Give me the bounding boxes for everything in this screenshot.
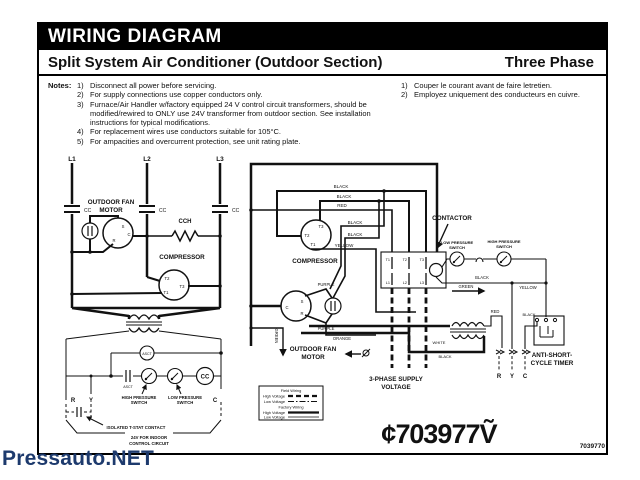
hp-label-right-2: SWITCH <box>496 244 512 249</box>
legend-field-wiring: Field Wiring <box>280 388 302 393</box>
right-terminal-r: R <box>496 374 502 380</box>
fan-capacitor-symbol <box>82 223 98 239</box>
field-terminal-y: Y <box>88 398 94 404</box>
supply-label-2: VOLTAGE <box>381 384 411 391</box>
note-number: 1) <box>401 81 408 90</box>
wire-green-arrow: GREEN <box>458 284 474 289</box>
field-terminal-c: C <box>212 398 218 404</box>
contactor-coil-symbol <box>430 264 443 277</box>
fan-label-right-2: MOTOR <box>301 354 325 361</box>
wiring-legend <box>259 386 323 420</box>
wire-purple-1: PURPLE <box>317 282 335 287</box>
indoor-24v-label-1: 24V FOR INDOOR <box>130 435 168 440</box>
terminal-l1: L1 <box>68 156 76 163</box>
contactor-l3: L3 <box>419 281 424 285</box>
compressor-label-right: COMPRESSOR <box>292 258 338 265</box>
note-item <box>401 90 603 99</box>
lp-label-right-2: SWITCH <box>449 245 465 250</box>
schematic-canvas <box>39 156 606 453</box>
asct-contact-label: ASCT <box>123 385 133 389</box>
timer-label-1: ANTI-SHORT- <box>531 352 573 359</box>
wire-red-top: RED <box>337 203 347 208</box>
notes-english <box>77 81 399 146</box>
contactor-t3: T3 <box>419 258 424 262</box>
contactor-t1: T1 <box>385 258 390 262</box>
compressor-symbol-left <box>159 270 189 300</box>
wire-green-vertical: GREEN <box>274 328 279 344</box>
left-circuit <box>64 156 240 446</box>
terminal-l2: L2 <box>143 156 151 163</box>
wire-black-xfmr: BLACK <box>438 354 452 359</box>
note-text: For ampacities and overcurrent protection, see unit rating plate. <box>90 136 301 146</box>
note-item <box>77 100 399 128</box>
right-circuit <box>249 164 574 391</box>
compressor-t2: T2 <box>164 276 170 281</box>
compressor-t3: T3 <box>179 284 185 289</box>
note-number: 1) <box>77 81 84 90</box>
fan-r-c: C <box>285 305 289 310</box>
note-number: 2) <box>77 90 84 100</box>
diagram-frame <box>37 22 608 455</box>
wire-orange: ORANGE <box>332 336 352 341</box>
fan-motor-label-2: MOTOR <box>99 207 123 214</box>
contactor-label: CONTACTOR <box>432 215 472 222</box>
wire-black-timer: BLACK <box>522 312 536 317</box>
note-number: 2) <box>401 90 408 100</box>
compressor-r-t3: T3 <box>318 224 324 229</box>
note-item <box>77 137 399 146</box>
legend-low-voltage-field: Low Voltage <box>263 399 285 404</box>
note-item <box>77 90 399 99</box>
compressor-t1: T1 <box>163 290 169 295</box>
note-text: Disconnect all power before servicing. <box>90 81 217 90</box>
part-stamp-logo: ¢703977Ṽ <box>380 419 497 449</box>
wire-purple-2: PURPLE <box>317 326 335 331</box>
note-number: 3) <box>77 99 84 109</box>
note-item <box>77 127 399 136</box>
right-terminal-c: C <box>522 374 528 380</box>
spade-terminals <box>496 350 530 354</box>
cch-label: CCH <box>178 219 192 225</box>
subtitle: Split System Air Conditioner (Outdoor Section) <box>48 53 383 71</box>
indoor-24v-label-2: CONTROL CIRCUIT <box>129 441 169 446</box>
contact-cc-2: CC <box>159 208 167 214</box>
fan-label-right-1: OUTDOOR FAN <box>289 346 337 353</box>
fan-terminal-s: S <box>121 224 125 229</box>
wire-yellow-mid: YELLOW <box>334 243 354 248</box>
note-number: 5) <box>77 136 84 146</box>
fan-r-r: R <box>300 311 304 316</box>
wire-white: WHITE <box>432 340 446 345</box>
wire-red-xfmr: RED <box>490 309 500 314</box>
compressor-r-t1: T1 <box>310 242 316 247</box>
fan-r-s: S <box>300 299 304 304</box>
fan-motor-label-1: OUTDOOR FAN <box>87 199 135 206</box>
note-item <box>401 81 603 90</box>
wire-black-coil: BLACK <box>475 275 489 280</box>
contactor-t2: T2 <box>402 258 407 262</box>
terminal-l3: L3 <box>216 156 224 163</box>
page-title: WIRING DIAGRAM <box>48 26 222 47</box>
fan-capacitor-right <box>325 298 341 314</box>
field-terminal-r: R <box>70 398 76 404</box>
lp-switch-label-2: SWITCH <box>176 400 194 405</box>
note-text: For supply connections use copper conductors only. <box>90 90 263 100</box>
timer-label-2: CYCLE TIMER <box>530 360 574 367</box>
compressor-r-t2: T2 <box>304 233 310 238</box>
note-text: Employez uniquement des conducteurs en cuivre. <box>414 90 580 100</box>
notes-section <box>39 76 606 156</box>
contactor-l1: L1 <box>385 281 390 285</box>
lp-switch-label-1: LOW PRESSURE <box>168 395 202 400</box>
notes-french <box>401 81 603 100</box>
note-text: Furnace/Air Handler w/factory equipped 24 V control circuit transformers, should be modified/rewired to ONLY use 24V transformer from outdoor section. See installation instructions for typical modifications. <box>90 99 371 128</box>
right-terminal-y: Y <box>509 374 515 380</box>
note-number: 4) <box>77 127 84 137</box>
legend-factory-wiring: Factory Wiring <box>278 404 304 410</box>
title-bar <box>39 24 606 50</box>
fan-terminal-r: R <box>112 238 116 243</box>
note-text: For replacement wires use conductors suitable for 105°C. <box>90 127 282 137</box>
wire-black-top2: BLACK <box>336 194 352 199</box>
supply-label-1: 3-PHASE SUPPLY <box>369 376 423 383</box>
isolated-tstat-label: ISOLATED T-STAT CONTACT <box>106 425 166 430</box>
compressor-label-left: COMPRESSOR <box>159 254 205 261</box>
cc-coil-label: CC <box>200 374 210 381</box>
lp-label-right-1: LOW PRESSURE <box>440 240 474 245</box>
part-number: 7039770 <box>579 443 605 450</box>
subtitle-bar <box>39 50 606 76</box>
note-item <box>77 81 399 90</box>
wire-black-mid1: BLACK <box>347 220 363 225</box>
contactor-box <box>381 252 446 288</box>
legend-high-voltage-field: High Voltage <box>262 393 285 399</box>
contact-cc-3: CC <box>232 208 240 214</box>
contactor-l2: L2 <box>402 281 407 285</box>
watermark-brand: Pressauto.NET <box>2 447 154 470</box>
legend-high-voltage-factory: High Voltage <box>262 410 285 415</box>
hp-switch-label-1: HIGH PRESSURE <box>121 395 157 400</box>
wire-black-top1: BLACK <box>333 184 349 189</box>
wire-yellow-right: YELLOW <box>519 285 537 290</box>
hp-label-right-1: HIGH PRESSURE <box>487 239 521 244</box>
fan-terminal-c: C <box>127 232 131 237</box>
legend-low-voltage-factory: Low Voltage <box>263 414 285 420</box>
contact-cc-1: CC <box>84 208 92 214</box>
asct-coil-label: ASCT <box>142 352 152 356</box>
phase-label: Three Phase <box>504 53 594 71</box>
notes-label: Notes: <box>48 81 72 90</box>
note-text: Couper le courant avant de faire letretien. <box>414 81 552 90</box>
hp-switch-label-2: SWITCH <box>130 400 148 405</box>
wire-black-mid2: BLACK <box>347 232 363 237</box>
